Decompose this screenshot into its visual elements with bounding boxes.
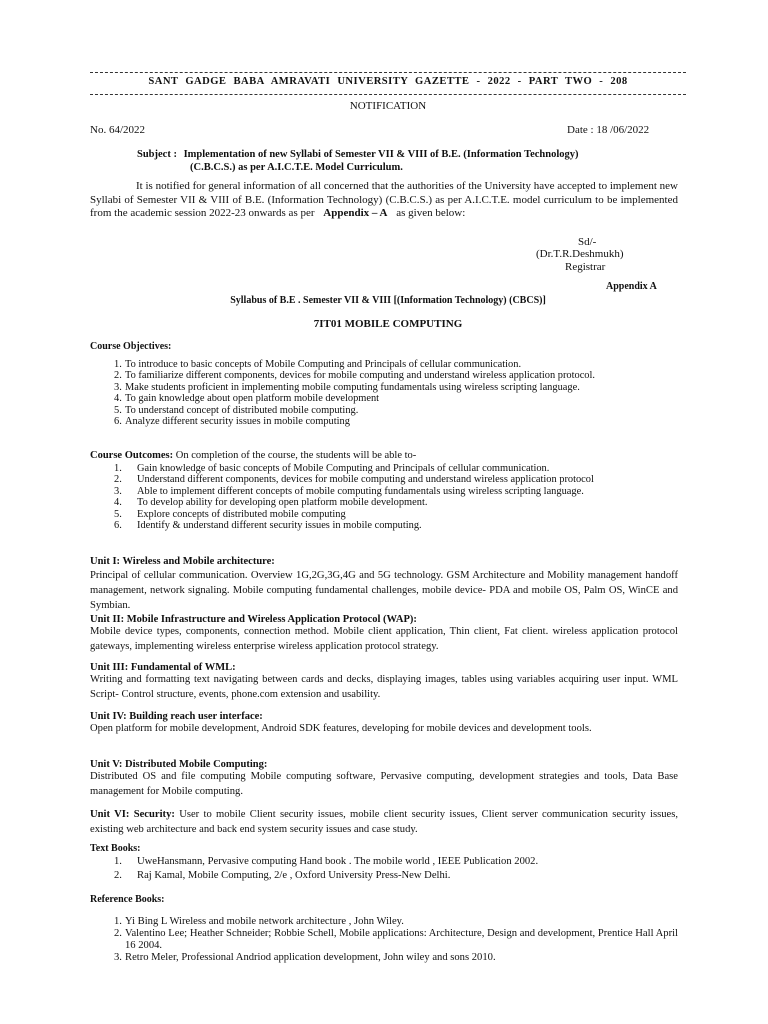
outcomes-heading: Course Outcomes:	[90, 450, 174, 461]
outcomes-heading-line	[90, 450, 416, 461]
objectives-heading: Course Objectives:	[90, 341, 172, 352]
signature-designation: Registrar	[565, 261, 606, 273]
subject-line-2: (C.B.C.S.) as per A.I.C.T.E. Model Curriculum.	[190, 162, 403, 173]
reference-books-heading: Reference Books:	[90, 894, 165, 905]
list-item: 6. Analyze different security issues in mobile computing	[114, 416, 350, 428]
syllabus-title: Syllabus of B.E . Semester VII & VIII [(Information Technology) (CBCS)]	[230, 295, 546, 306]
unit-5-body: Distributed OS and file computing Mobile computing software, Pervasive computing, development strategies and tools, Data Base management for Mobile computing.	[90, 771, 678, 797]
notification-label: NOTIFICATION	[349, 100, 427, 112]
unit-6-body: User to mobile Client security issues, mobile client security issues, Client server communication security issues, existing web architecture and back end system security issues and case study.	[90, 809, 678, 835]
list-item: 3. Make students proficient in implementing mobile computing fundamentals using wireless scripting language.	[114, 381, 580, 393]
list-item: 2. Raj Kamal, Mobile Computing, 2/e , Oxford University Press-New Delhi.	[114, 870, 451, 881]
list-item: 4. To gain knowledge about open platform mobile development	[114, 393, 380, 405]
list-item: 2. To familiarize different components, devices for mobile computing and understand wireless application protocol.	[114, 370, 595, 382]
list-item: 4. To develop ability for developing open platform mobile development.	[114, 497, 428, 509]
list-item: 2. Understand different components, devices for mobile computing and understand wireless application protocol	[114, 474, 594, 486]
unit-5-title: Unit V: Distributed Mobile Computing:	[90, 759, 268, 770]
course-title: 7IT01 MOBILE COMPUTING	[313, 318, 463, 330]
text-books-heading: Text Books:	[90, 843, 141, 854]
outcomes-list	[114, 463, 678, 531]
list-item: 1. To introduce to basic concepts of Mobile Computing and Principals of cellular communication.	[114, 359, 522, 370]
text-books-list	[114, 855, 678, 883]
list-item: 3. Retro Meler, Professional Andriod application development, John wiley and sons 2010.	[114, 952, 496, 963]
header-rule-top	[90, 72, 686, 73]
unit-6-title: Unit VI: Security:	[90, 809, 175, 820]
unit-3-body: Writing and formatting text navigating between cards and decks, displaying images, tables using variables acquiring user input. WML Script- Control structure, events, phone.com extension and usability.	[90, 674, 678, 700]
header-rule-bottom	[90, 94, 686, 95]
list-item: 5. Explore concepts of distributed mobile computing	[114, 508, 346, 520]
appendix-reference: Appendix – A	[323, 207, 388, 219]
unit-6-paragraph	[90, 807, 678, 837]
unit-2-body: Mobile device types, components, connection method. Mobile client application, Thin client, Fat client. wireless application protocol gateways, implementing wireless enterprise wireless application protocol strategy.	[90, 626, 678, 652]
list-item: 6. Identify & understand different security issues in mobile computing.	[114, 520, 422, 532]
list-item: 5. To understand concept of distributed mobile computing.	[114, 404, 359, 416]
intro-tail: as given below:	[396, 207, 466, 219]
unit-4-title: Unit IV: Building reach user interface:	[90, 711, 263, 722]
subject-line-1	[137, 149, 579, 160]
signature-name: (Dr.T.R.Deshmukh)	[536, 248, 624, 260]
unit-2-title: Unit II: Mobile Infrastructure and Wireless Application Protocol (WAP):	[90, 614, 417, 625]
list-item: 1. Gain knowledge of basic concepts of Mobile Computing and Principals of cellular communication.	[114, 463, 550, 474]
list-item: 1. Yi Bing L Wireless and mobile network architecture , John Wiley.	[114, 916, 404, 927]
signature-sd: Sd/-	[578, 236, 597, 248]
gazette-title: SANT GADGE BABA AMRAVATI UNIVERSITY GAZETTE - 2022 - PART TWO - 208	[148, 76, 628, 87]
objectives-list	[114, 359, 678, 427]
unit-4-body: Open platform for mobile development, Android SDK features, developing for mobile devices and development tools.	[90, 723, 592, 734]
unit-3-title: Unit III: Fundamental of WML:	[90, 662, 236, 673]
unit-1-title: Unit I: Wireless and Mobile architecture:	[90, 556, 275, 567]
outcomes-intro: On completion of the course, the students will be able to-	[175, 450, 417, 461]
unit-1-body: Principal of cellular communication. Overview 1G,2G,3G,4G and 5G technology. GSM Architecture and Mobility management handoff management, network signaling. Mobile computing fundamental challenges, mobile device- PDA and mobile OS, Palm OS, WinCE and Symbian.	[90, 570, 678, 611]
list-item: 1. UweHansmann, Pervasive computing Hand book . The mobile world , IEEE Publication 2002.	[114, 856, 539, 867]
subject-text-1: Implementation of new Syllabi of Semester VII & VIII of B.E. (Information Technology)	[183, 149, 579, 160]
appendix-label: Appendix A	[606, 281, 657, 292]
notification-date: Date : 18 /06/2022	[567, 124, 650, 136]
intro-paragraph	[90, 180, 678, 221]
list-item: 2. Valentino Lee; Heather Schneider; Robbie Schell, Mobile applications: Architecture, Design and development, Prentice Hall April 16 2004.	[114, 928, 678, 951]
list-item: 3. Able to implement different concepts of mobile computing fundamentals using wireless scripting language.	[114, 485, 584, 497]
subject-label: Subject :	[137, 149, 177, 160]
intro-text: It is notified for general information of all concerned that the authorities of the University have accepted to implement new Syllabi of Semester VII & VIII of B.E. (Information Technology) (C.B.C.S.) as per A.I.C.T.E. model curriculum to be implemented from the academic session 2022-23 onwards as per	[90, 180, 678, 219]
notification-number: No. 64/2022	[90, 124, 145, 136]
reference-books-list	[114, 916, 678, 964]
